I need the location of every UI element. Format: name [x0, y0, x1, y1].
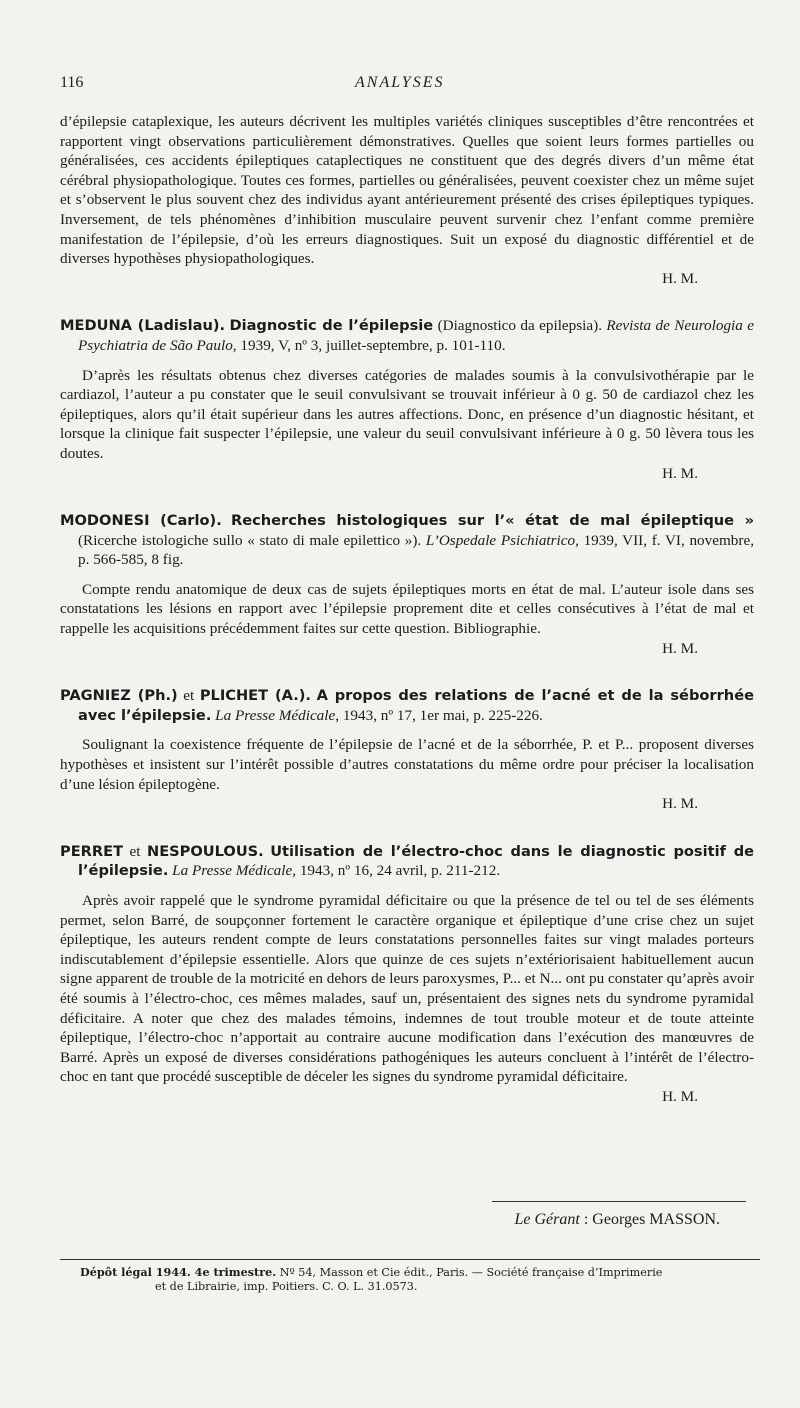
entry-authors-second: PLICHET (A.).: [199, 687, 311, 705]
entry-citation: 1939, VII, f. VI, novembre, p. 566-585, 8 fig.: [78, 531, 754, 569]
intro-continuation: [60, 112, 754, 288]
gerant-separator: :: [583, 1211, 589, 1228]
entry-journal: La Presse Médicale,: [215, 706, 340, 724]
entry-citation: 1943, nº 16, 24 avril, p. 211-212.: [299, 862, 501, 880]
entry-signature: H. M.: [662, 639, 698, 657]
entry-journal: La Presse Médicale,: [172, 862, 297, 880]
entry-heading: [60, 511, 754, 570]
entry-title: A propos des relations de l’acné et de la séborrhée avec l’épilepsie.: [78, 687, 754, 724]
entry-authors: MODONESI (Carlo).: [60, 512, 222, 530]
imprint-publisher: Nº 54, Masson et Cie édit., Paris. — Société française d’Imprimerie: [279, 1266, 663, 1279]
entry-body: D’après les résultats obtenus chez diverses catégories de malades soumis à la convulsivothérapie par le cardiazol, l’auteur a pu constater que le seuil convulsivant se trouvait inférieur à 0 g. 50 de cardiazol chez les épileptiques, alors qu’il était supérieur dans les autres affections. Donc, en présence d’un diagnostic hésitant, et lorsque la clinique fait suspecter l’épilepsie, une valeur du seuil convulsivant inférieure à 0 g. 50 lèvera tous les doutes.: [60, 366, 754, 462]
imprint-printer: et de Librairie, imp. Poitiers. C. O. L. 31.0573.: [155, 1280, 418, 1293]
entry-body: Compte rendu anatomique de deux cas de sujets épileptiques morts en état de mal. L’auteur isole dans ses constatations les lésions en rapport avec l’épilepsie proprement dite et celles consécutives à l’état de mal et rappelle les acquisitions précédemment faites sur cette question. Bibliographie.: [60, 580, 754, 638]
footer-divider-short: [492, 1201, 746, 1202]
entry-heading: [60, 686, 754, 725]
entry-title: Diagnostic de l’épilepsie: [229, 317, 434, 335]
entry-signature: H. M.: [662, 1087, 698, 1105]
entry-journal: L’Ospedale Psichiatrico,: [425, 531, 579, 549]
entry-citation: 1943, nº 17, 1er mai, p. 225-226.: [342, 706, 543, 724]
entry-title: Recherches histologiques sur l’« état de mal épileptique »: [230, 512, 755, 530]
entry-authors: PAGNIEZ (Ph.): [60, 687, 178, 705]
entry-original-title: (Diagnostico da epilepsia).: [437, 317, 602, 335]
intro-text: d’épilepsie cataplexique, les auteurs décrivent les multiples variétés cliniques susceptibles d’être rencontrées et rapportent vingt observations particulièrement démonstratives. Quelles que soient leurs formes partielles ou généralisées, ces accidents épileptiques cataplectiques ne constituent que des degrés divers d’un même état cérébral physiopathologique. Toutes ces formes, partielles ou généralisées, peuvent coexister chez un même sujet et s’observent le plus souvent chez des individus ayant antérieurement présenté des crises épileptiques typiques. Inversement, de tels phénomènes d’inhibition musculaire peuvent survenir chez l’enfant comme première manifestation de l’épilepsie, d’où les erreurs diagnostiques. Suit un exposé du diagnostic différentiel et de diverses hypothèses physiopathologiques.: [60, 113, 754, 268]
running-title: ANALYSES: [355, 74, 445, 91]
entry-authors: MEDUNA (Ladislau).: [60, 317, 226, 335]
imprint-legal-deposit: Dépôt légal 1944. 4e trimestre.: [80, 1265, 277, 1279]
entry-perret-nespoulous: [60, 842, 754, 1107]
entry-journal: Revista de Neurologia e Psychiatria de São Paulo,: [78, 317, 755, 354]
page: [60, 0, 754, 1408]
entry-connector: et: [129, 842, 141, 860]
entry-authors: PERRET: [60, 842, 124, 860]
entry-body: Soulignant la coexistence fréquente de l’épilepsie de l’acné et de la séborrhée, P. et P... proposent diverses hypothèses et insistent sur l’intérêt possible d’autres constatations du même ordre pour préciser la localisation d’une lésion épileptogène.: [60, 736, 754, 793]
content: [60, 112, 754, 1107]
entry-heading: [60, 842, 754, 881]
running-head: [60, 74, 754, 94]
entry-modonesi: [60, 511, 754, 658]
gerant-name: Georges MASSON.: [592, 1211, 720, 1228]
page-number: 116: [60, 74, 84, 91]
imprint: [80, 1265, 770, 1294]
intro-signature: H. M.: [662, 269, 698, 287]
entry-signature: H. M.: [662, 464, 698, 482]
entry-original-title: (Ricerche istologiche sullo « stato di male epilettico »).: [78, 531, 422, 549]
entry-title: Utilisation de l’électro-choc dans le diagnostic positif de l’épilepsie.: [78, 842, 755, 880]
entry-citation: 1939, V, nº 3, juillet-septembre, p. 101-110.: [240, 336, 506, 354]
entry-body: Après avoir rappelé que le syndrome pyramidal déficitaire ou que la présence de tel ou tel de ses éléments permet, selon Barré, de soupçonner fortement le caractère organique et épileptique d’une crise chez un sujet épileptique, les auteurs rendent compte de leurs constatations personnelles faites sur vingt malades porteurs indiscutablement d’épilepsie essentielle. Alors que quinze de ces sujets n’extériorisaient habituellement aucun signe apparent de trouble de la motricité en dehors de leurs paroxysmes, P... et N... ont pu constater qu’après avoir été soumis à l’électro-choc, ces mêmes malades, sauf un, présentaient des signes nets du syndrome pyramidal déficitaire. A noter que chez des malades témoins, indemnes de tout trouble moteur et de toute atteinte épileptique, l’électro-choc n’apportait au contraire aucune modification dans l’exécution des manœuvres de Barré. Après un exposé de diverses considérations pathogéniques les auteurs concluent à l’intérêt de l’électro-choc en tant que procédé susceptible de déceler les signes du syndrome pyramidal déficitaire.: [60, 892, 754, 1086]
entry-connector: et: [183, 687, 195, 705]
entry-meduna: [60, 316, 754, 483]
gerant-line: [515, 1211, 721, 1229]
entry-authors-second: NESPOULOUS.: [146, 842, 264, 860]
gerant-label: Le Gérant: [514, 1211, 580, 1228]
entry-signature: H. M.: [662, 795, 698, 813]
entry-heading: [60, 316, 754, 355]
footer-divider-long: [60, 1259, 760, 1260]
entry-pagniez-plichet: [60, 686, 754, 814]
